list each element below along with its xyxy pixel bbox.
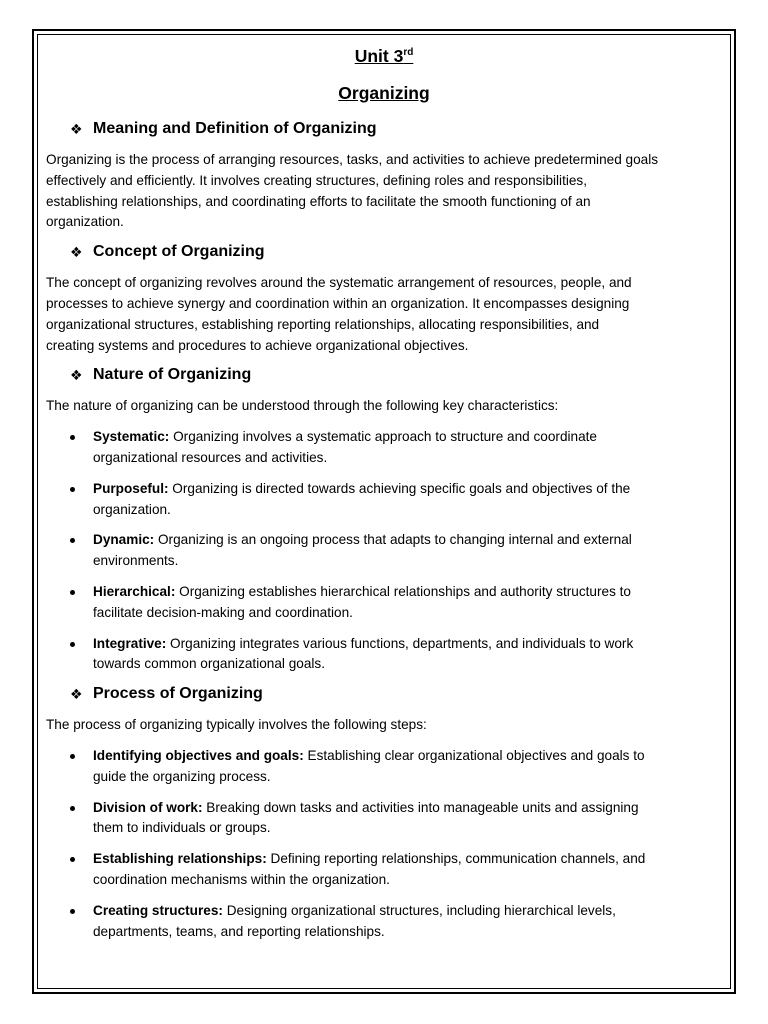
four-petal-diamond-icon: ❖ [70,244,83,261]
nature-list [46,427,722,675]
paragraph-line: Organizing is the process of arranging resources, tasks, and activities to achieve predetermined goals [46,152,659,167]
list-item-term: Integrative: [93,635,167,651]
paragraph-line: organization. [46,214,124,230]
four-petal-diamond-icon: ❖ [70,686,83,703]
unit-title [46,42,722,70]
list-item-text: organization. [93,501,171,517]
list-item-text: guide the organizing process. [93,768,271,784]
paragraph-line: organizational structures, establishing reporting relationships, allocating responsibilities, and [46,316,600,332]
list-item-text: facilitate decision-making and coordination. [93,604,353,620]
document-body [46,42,722,942]
paragraph-concept [46,273,722,356]
filled-circle-icon [70,642,75,647]
list-item-text: Organizing establishes hierarchical relationships and authority structures to [175,583,631,599]
list-item [46,530,722,572]
list-item-text: Organizing integrates various functions, departments, and individuals to work [166,635,634,651]
list-item-text: Designing organizational structures, including hierarchical levels, [222,902,616,918]
paragraph-line: effectively and efficiently. It involves creating structures, defining roles and responsibilities, [46,172,588,188]
section-heading-meaning [70,116,722,142]
filled-circle-icon [70,806,75,811]
list-item-text: Organizing is an ongoing process that adapts to changing internal and external [154,532,632,548]
paragraph-nature-intro: The nature of organizing can be understood through the following key characteristics: [46,398,559,414]
filled-circle-icon [70,909,75,914]
section-heading-nature [70,362,722,388]
section-heading-nature-text: Nature of Organizing [93,366,252,384]
four-petal-diamond-icon: ❖ [70,121,83,137]
list-item [46,901,722,943]
filled-circle-icon [70,538,75,543]
filled-circle-icon [70,487,75,492]
list-item [46,634,722,676]
list-item-text: organizational resources and activities. [93,449,328,465]
list-item-text: Organizing involves a systematic approach to structure and coordinate [169,429,597,445]
list-item [46,798,722,840]
paragraph-line: The concept of organizing revolves around the systematic arrangement of resources, people, and [46,275,632,291]
paragraph-meaning [46,150,722,233]
main-title: Organizing [338,83,430,103]
list-item-term: Division of work: [93,799,203,815]
section-heading-meaning-text: Meaning and Definition of Organizing [93,120,377,137]
list-item-text: Organizing is directed towards achieving specific goals and objectives of the [168,480,631,496]
paragraph-line: establishing relationships, and coordinating efforts to facilitate the smooth functioning of an [46,193,591,209]
process-list [46,746,722,942]
section-heading-concept [70,239,722,265]
list-item-text: Establishing clear organizational objectives and goals to [303,747,645,763]
unit-title-superscript: rd [403,47,414,58]
list-item-text: them to individuals or groups. [93,820,271,836]
unit-title-text: Unit 3 [354,46,404,66]
list-item-term: Dynamic: [93,532,155,548]
filled-circle-icon [70,435,75,440]
four-petal-diamond-icon: ❖ [70,367,83,384]
list-item [46,849,722,891]
paragraph-process-intro: The process of organizing typically involves the following steps: [46,717,427,733]
list-item-text: Breaking down tasks and activities into manageable units and assigning [202,799,639,815]
paragraph-line: creating systems and procedures to achieve organizational objectives. [46,337,469,353]
list-item-term: Systematic: [93,429,170,445]
list-item [46,427,722,469]
paragraph-line: processes to achieve synergy and coordination within an organization. It encompasses designing [46,295,630,311]
filled-circle-icon [70,754,75,759]
list-item-term: Hierarchical: [93,583,176,599]
list-item-term: Creating structures: [93,902,223,918]
section-heading-process-text: Process of Organizing [93,685,263,703]
list-item-text: coordination mechanisms within the organization. [93,871,390,887]
filled-circle-icon [70,857,75,862]
list-item-text: Defining reporting relationships, communication channels, and [266,851,646,867]
section-heading-process [70,681,722,707]
section-heading-concept-text: Concept of Organizing [93,243,265,261]
list-item-text: towards common organizational goals. [93,656,325,672]
list-item-term: Identifying objectives and goals: [93,747,304,763]
list-item-term: Purposeful: [93,480,169,496]
list-item-text: environments. [93,553,179,569]
filled-circle-icon [70,590,75,595]
list-item [46,582,722,624]
list-item [46,479,722,521]
list-item-text: departments, teams, and reporting relationships. [93,923,385,939]
list-item [46,746,722,788]
list-item-term: Establishing relationships: [93,851,267,867]
